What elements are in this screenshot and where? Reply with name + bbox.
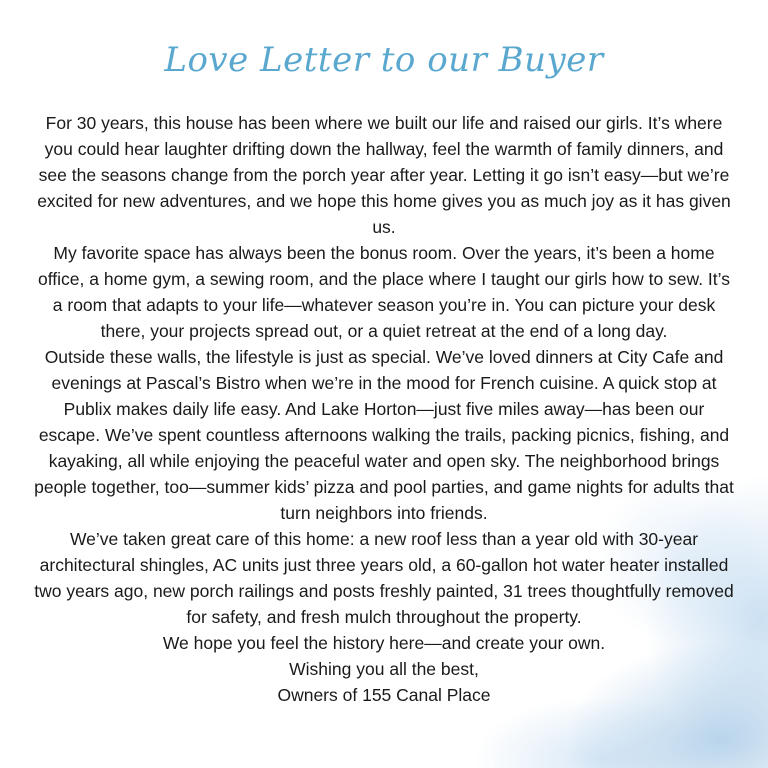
letter-signature: Owners of 155 Canal Place <box>277 685 491 705</box>
letter-title: Love Letter to our Buyer <box>164 40 604 80</box>
paragraph-history: For 30 years, this house has been where we built our life and raised our girls. It’s where you could hear laughter drifting down the hallway, feel the warmth of family dinners, and see the seasons change from the porch year after year. Letting it go isn’t easy—but we’re excited for new adventures, and we hope this home gives you as much joy as it has given us. <box>37 113 731 237</box>
paragraph-home-care: We’ve taken great care of this home: a new roof less than a year old with 30-year architectural shingles, AC units just three years old, a 60-gallon hot water heater installed two years ago, new porch railings and posts freshly painted, 31 trees thoughtfully removed for safety, and fresh mulch throughout the property. <box>34 529 734 627</box>
paragraph-hope: We hope you feel the history here—and create your own. <box>162 633 606 653</box>
letter-body <box>34 110 734 708</box>
letter-closing: Wishing you all the best, <box>289 659 479 679</box>
paragraph-lifestyle: Outside these walls, the lifestyle is just as special. We’ve loved dinners at City Cafe and evenings at Pascal’s Bistro when we’re in the mood for French cuisine. A quick stop at Publix makes daily life easy. And Lake Horton—just five miles away—has been our escape. We’ve spent countless afternoons walking the trails, packing picnics, fishing, and kayaking, all while enjoying the peaceful water and open sky. The neighborhood brings people together, too—summer kids’ pizza and pool parties, and game nights for adults that turn neighbors into friends. <box>34 347 734 523</box>
paragraph-bonus-room: My favorite space has always been the bonus room. Over the years, it’s been a home office, a home gym, a sewing room, and the place where I taught our girls how to sew. It’s a room that adapts to your life—whatever season you’re in. You can picture your desk there, your projects spread out, or a quiet retreat at the end of a long day. <box>38 243 730 341</box>
